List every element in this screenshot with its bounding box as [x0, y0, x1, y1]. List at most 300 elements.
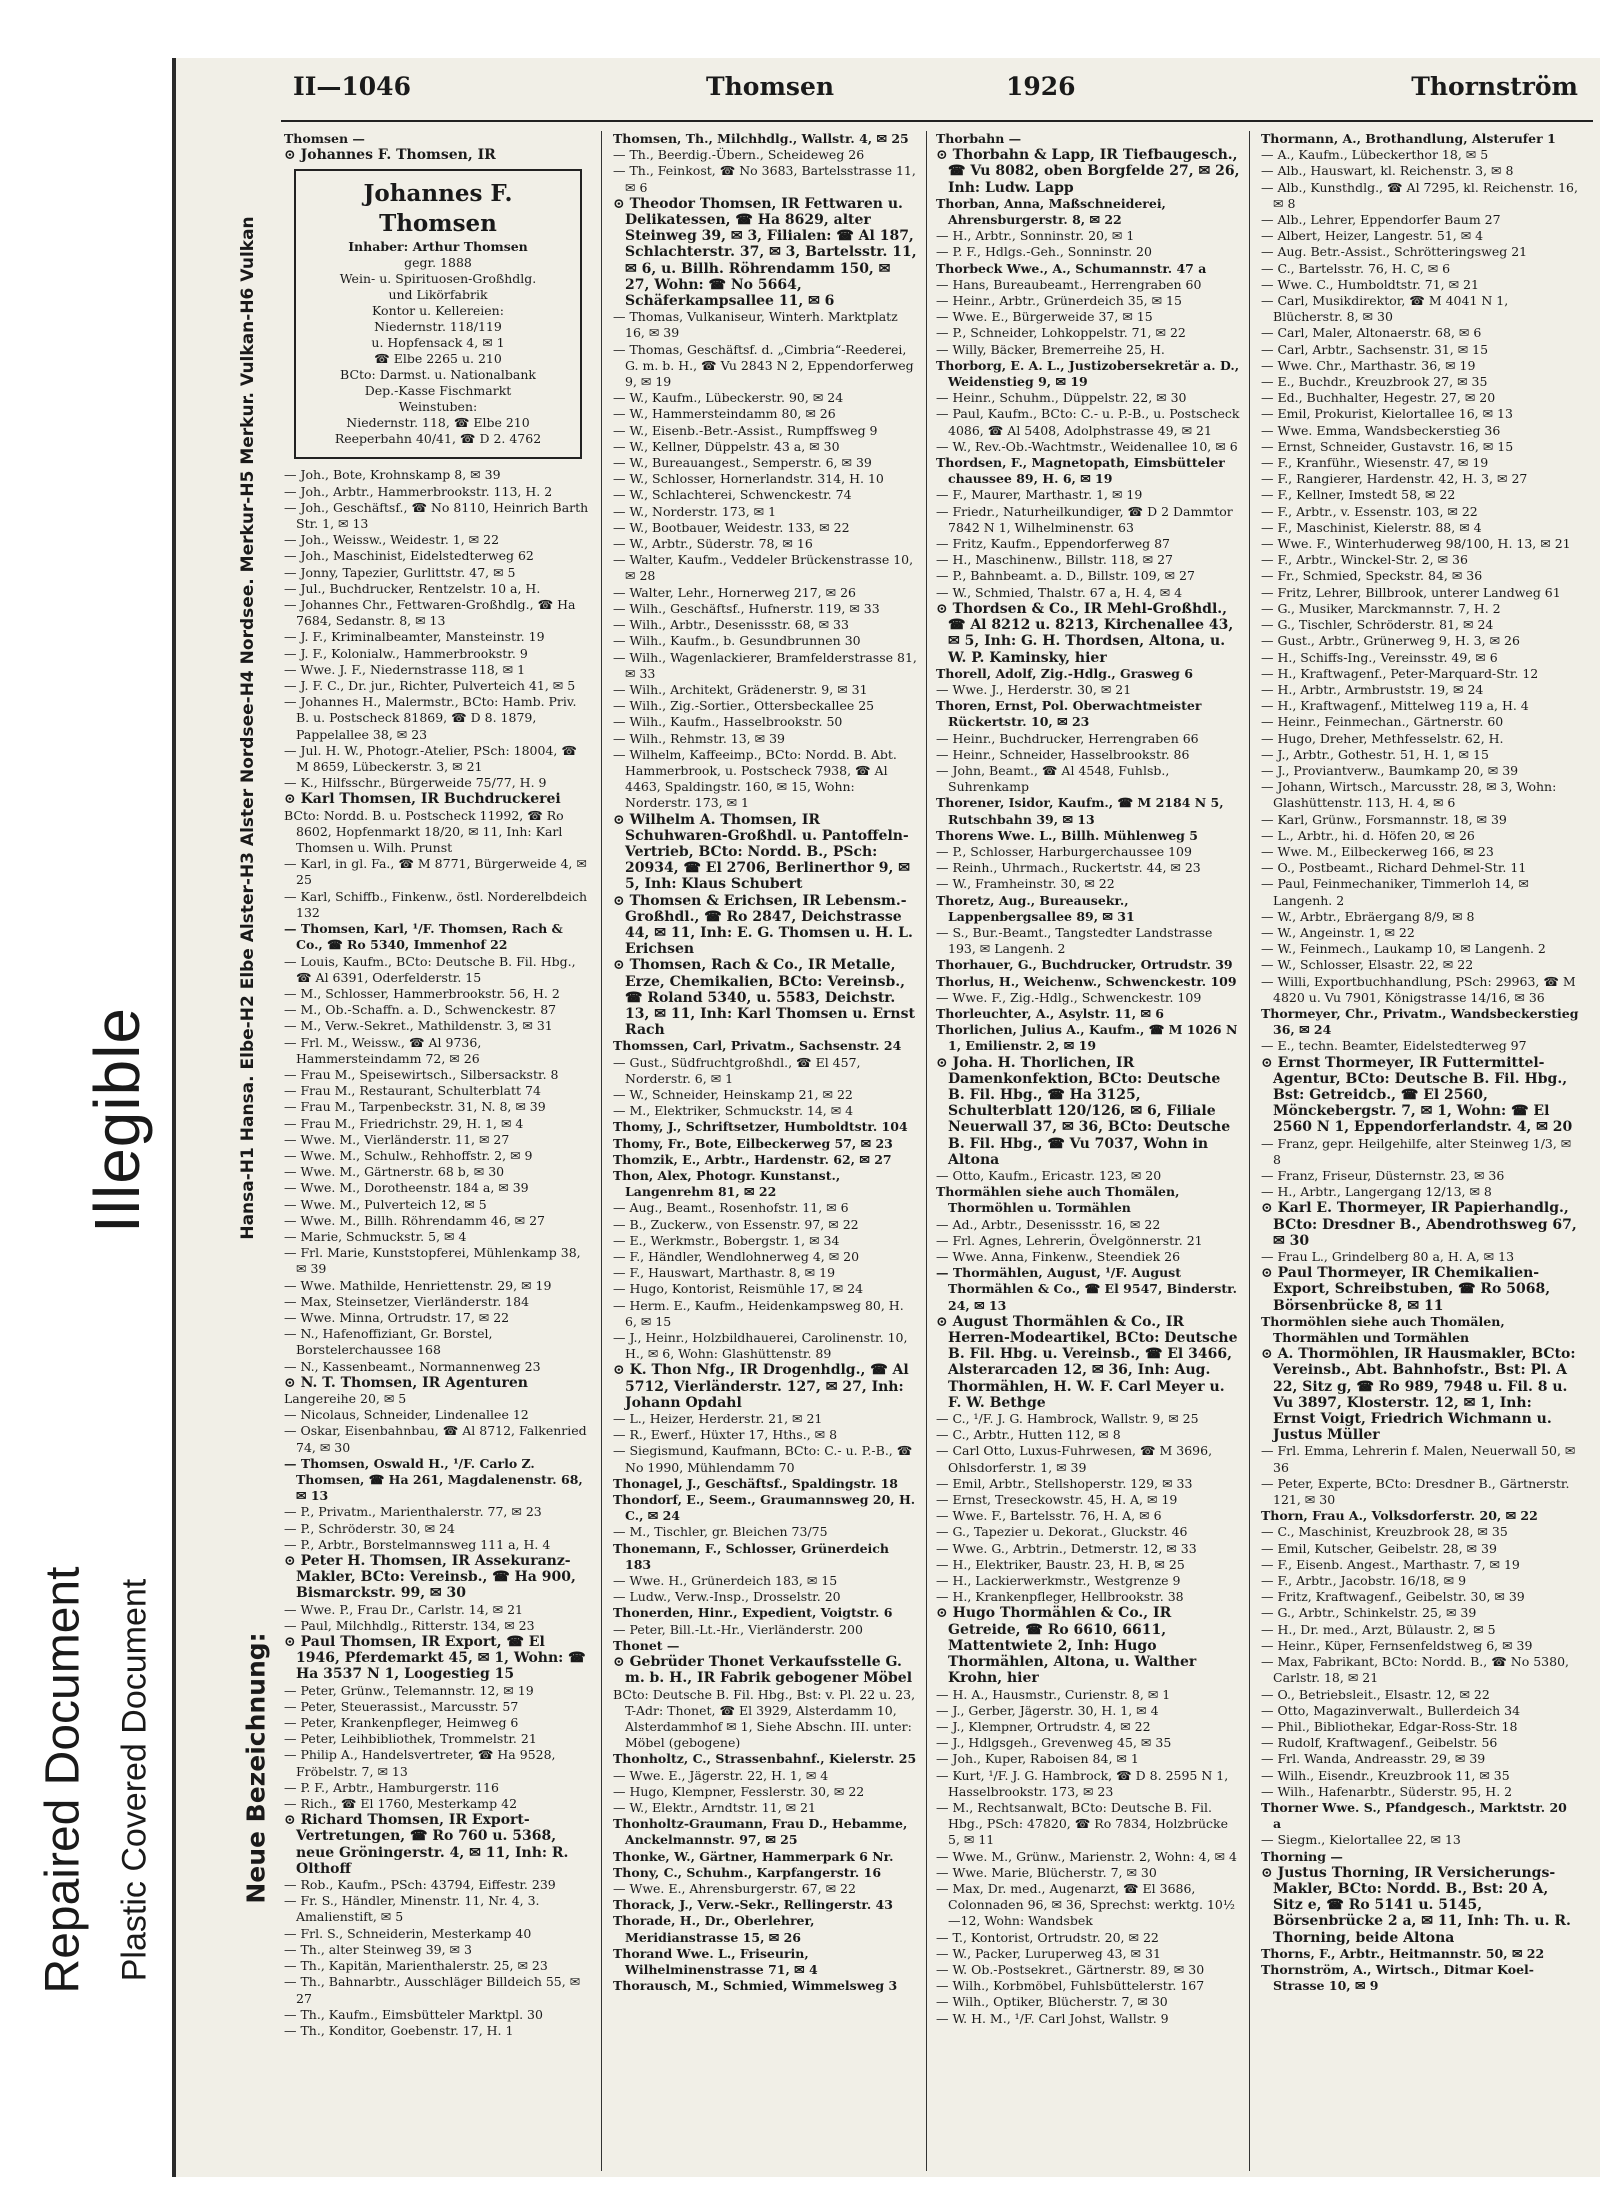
business-listing: ⊙ Thomsen, Rach & Co., IR Metalle, Erze, Chemikalien, BCto: Vereinsb., ☎ Roland 5340, u. 5583, Deichstr. 13, ✉ 11, Inh: Karl Thomsen u. Ernst Rach — [613, 957, 915, 1039]
directory-entry: — Wwe. Mathilde, Henriettenstr. 29, ✉ 19 — [284, 1277, 552, 1293]
directory-entry: — Rob., Kaufm., PSch: 43794, Eiffestr. 239 — [284, 1877, 556, 1893]
directory-entry: — Wwe. M., Dorotheenstr. 184 a, ✉ 39 — [284, 1180, 529, 1196]
directory-entry: Thordsen, F., Magnetopath, Eimsbütteler chaussee 89, H. 6, ✉ 19 — [936, 455, 1225, 487]
directory-entry: — F., Eisenb. Angest., Marthastr. 7, ✉ 19 — [1261, 1556, 1520, 1572]
directory-entry: — H., Arbtr., Armbruststr. 19, ✉ 24 — [1261, 681, 1484, 697]
directory-entry: Thomssen, Carl, Privatm., Sachsenstr. 24 — [613, 1038, 902, 1054]
directory-entry: Thomzik, E., Arbtr., Hardenstr. 62, ✉ 27 — [613, 1151, 892, 1167]
directory-entry: — Wwe. Emma, Wandsbeckerstieg 36 — [1261, 422, 1501, 438]
directory-entry: — Joh., Geschäftsf., ☎ No 8110, Heinrich Barth Str. 1, ✉ 13 — [284, 499, 589, 532]
directory-entry: — W., Schlosser, Hornerlandstr. 314, H. 10 — [613, 471, 884, 487]
directory-entry: — Joh., Kuper, Raboisen 84, ✉ 1 — [936, 1751, 1139, 1767]
directory-entry: — Karl, in gl. Fa., ☎ M 8771, Bürgerweide 4, ✉ 25 — [284, 856, 587, 888]
directory-entry: — Paul, Feinmechaniker, Timmerloh 14, ✉ Langenh. 2 — [1261, 876, 1529, 908]
directory-entry: — Thomas, Vulkaniseur, Winterh. Marktplatz 16, ✉ 39 — [613, 309, 898, 341]
directory-entry: — Wilh., Wagenlackierer, Bramfelderstrasse 81, ✉ 33 — [613, 649, 917, 681]
directory-entry: — W., Elektr., Arndtstr. 11, ✉ 21 — [613, 1799, 816, 1815]
business-listing: ⊙ Paul Thormeyer, IR Chemikalien-Export, Schreibstuben, ☎ Ro 5068, Börsenbrücke 8, ✉ 11 — [1261, 1265, 1551, 1314]
directory-entry: Thony, C., Schuhm., Karpfangerstr. 16 — [613, 1864, 882, 1880]
directory-entry: Thomsen, Th., Milchhdlg., Wallstr. 4, ✉ 25 — [613, 131, 909, 146]
directory-entry: — Ernst, Schneider, Gustavstr. 16, ✉ 15 — [1261, 438, 1514, 454]
ad-owner: Inhaber: Arthur Thomsen — [348, 239, 528, 255]
directory-entry: — Wilh., Kaufm., b. Gesundbrunnen 30 — [613, 633, 861, 649]
column-3 — [936, 131, 1241, 2171]
ad-founded: gegr. 1888 — [404, 255, 472, 271]
directory-entry: — M., Tischler, gr. Bleichen 73/75 — [613, 1524, 828, 1540]
directory-entry: Thorleuchter, A., Asylstr. 11, ✉ 6 — [936, 1005, 1164, 1021]
directory-entry: — Frau M., Tarpenbeckstr. 31, N. 8, ✉ 39 — [284, 1099, 546, 1115]
directory-entry: — W. Ob.-Postsekret., Gärtnerstr. 89, ✉ 30 — [936, 1961, 1205, 1977]
directory-entry: Thormöhlen siehe auch Thomälen, Thormählen und Tormählen — [1261, 1313, 1505, 1346]
header-year: 1926 — [1006, 72, 1076, 101]
directory-entry: — Emil, Kutscher, Geibelstr. 28, ✉ 39 — [1261, 1540, 1497, 1556]
directory-entry: — Wwe. Chr., Marthastr. 36, ✉ 19 — [1261, 357, 1476, 373]
directory-entry: — Philip A., Handelsvertreter, ☎ Ha 9528, Fröbelstr. 7, ✉ 13 — [284, 1747, 556, 1779]
directory-entry: — G., Tapezier u. Dekorat., Gluckstr. 46 — [936, 1524, 1188, 1540]
directory-entry: — N., Hafenoffiziant, Gr. Borstel, Borstelerchaussee 168 — [284, 1326, 493, 1358]
directory-entry: — Wwe. Anna, Finkenw., Steendiek 26 — [936, 1249, 1181, 1265]
business-listing: ⊙ Theodor Thomsen, IR Fettwaren u. Delikatessen, ☎ Ha 8629, alter Steinweg 39, ✉ 3, Filialen: ☎ Al 187, Schlachterstr. 37, ✉ 3, Bartelsstr. 11, ✉ 6, u. Billh. Röhrendamm 150, ✉ 27, Wohn: ☎ No 5664, Schäferkampsallee 11, ✉ 6 — [613, 195, 917, 310]
directory-entry: — Frl. Wanda, Andreasstr. 29, ✉ 39 — [1261, 1751, 1486, 1767]
directory-entry: Thonholtz, C., Strassenbahnf., Kielerstr. 25 — [613, 1751, 917, 1767]
directory-entry: Thorausch, M., Schmied, Wimmelsweg 3 — [613, 1978, 898, 1994]
ad-line: BCto: Darmst. u. Nationalbank — [340, 367, 536, 383]
directory-entry: — Wwe. Marie, Blücherstr. 7, ✉ 30 — [936, 1864, 1157, 1880]
plastic-stamp — [105, 1400, 165, 2160]
directory-entry: — Ad., Arbtr., Desenissstr. 16, ✉ 22 — [936, 1216, 1161, 1232]
business-listing: ⊙ Ernst Thormeyer, IR Futtermittel-Agentur, BCto: Deutsche B. Fil. Hbg., Bst: Getreidcb., ☎ El 2560, Mönckebergstr. 7, ✉ 1, Wohn: ☎ El 2560 N 1, Eppendorferlandstr. 4, ✉ 20 — [1261, 1054, 1573, 1136]
ad-line: und Likörfabrik — [388, 287, 488, 303]
directory-entry: — Wwe. C., Humboldtstr. 71, ✉ 21 — [1261, 276, 1479, 292]
directory-entry: — Wwe. M., Gärtnerstr. 68 b, ✉ 30 — [284, 1164, 505, 1180]
directory-entry: — H., Arbtr., Sonninstr. 20, ✉ 1 — [936, 228, 1135, 244]
directory-entry: — Frl. Emma, Lehrerin f. Malen, Neuerwall 50, ✉ 36 — [1261, 1443, 1576, 1475]
column-2 — [613, 131, 918, 2171]
directory-entry: — Heinr., Küper, Fernsenfeldstweg 6, ✉ 39 — [1261, 1637, 1533, 1653]
directory-entry: — K., Hilfsschr., Bürgerweide 75/77, H. 9 — [284, 775, 547, 791]
directory-entry: — P., Privatm., Marienthalerstr. 77, ✉ 23 — [284, 1504, 542, 1520]
directory-entry: — Rich., ☎ El 1760, Mesterkamp 42 — [284, 1796, 518, 1812]
directory-entry: — Heinr., Schneider, Hasselbrookstr. 86 — [936, 746, 1190, 762]
illegible-label: Illegible — [81, 1006, 153, 1234]
directory-entry: — Joh., Maschinist, Eidelstedterweg 62 — [284, 548, 534, 564]
directory-entry: — J., Proviantverw., Baumkamp 20, ✉ 39 — [1261, 762, 1519, 778]
directory-entry: — Wwe. H., Grünerdeich 183, ✉ 15 — [613, 1573, 838, 1589]
directory-entry: — Carl, Musikdirektor, ☎ M 4041 N 1, Blücherstr. 8, ✉ 30 — [1261, 293, 1509, 325]
directory-entry: — Th., Kapitän, Marienthalerstr. 25, ✉ 23 — [284, 1958, 548, 1974]
directory-entry: — Hugo, Kontorist, Reismühle 17, ✉ 24 — [613, 1281, 864, 1297]
directory-entry: — Oskar, Eisenbahnbau, ☎ Al 8712, Falkenried 74, ✉ 30 — [284, 1423, 587, 1455]
directory-entry: — W., Schmied, Thalstr. 67 a, H. 4, ✉ 4 — [936, 584, 1183, 600]
repaired-label: Repaired Document — [36, 1566, 90, 1994]
directory-page — [172, 58, 1600, 2177]
directory-entry: — Frl. S., Schneiderin, Mesterkamp 40 — [284, 1925, 532, 1941]
directory-entry: — Wilh., Optiker, Blücherstr. 7, ✉ 30 — [936, 1994, 1168, 2010]
directory-entry: — Wwe. Minna, Ortrudstr. 17, ✉ 22 — [284, 1309, 510, 1325]
directory-entry: — P., Schröderstr. 30, ✉ 24 — [284, 1520, 455, 1536]
directory-entry: — F., Rangierer, Hardenstr. 42, H. 3, ✉ 27 — [1261, 471, 1528, 487]
directory-entry: — G., Musiker, Marckmannstr. 7, H. 2 — [1261, 600, 1501, 616]
directory-entry: — Kurt, ¹/F. J. G. Hambrock, ☎ D 8. 2595 N 1, Hasselbrookstr. 173, ✉ 23 — [936, 1767, 1229, 1799]
directory-entry: Thoretz, Aug., Bureausekr., Lappenbergsallee 89, ✉ 31 — [936, 892, 1135, 924]
directory-entry: — Wilh., Hafenarbtr., Süderstr. 95, H. 2 — [1261, 1783, 1513, 1799]
directory-entry: Thorbahn — — [936, 131, 1022, 146]
directory-entry: — W., Bootbauer, Weidestr. 133, ✉ 22 — [613, 519, 850, 535]
directory-entry: Thorlus, H., Weichenw., Schwenckestr. 109 — [936, 973, 1237, 989]
directory-entry: — M., Ob.-Schaffn. a. D., Schwenckestr. 87 — [284, 1002, 557, 1018]
directory-entry: — Siegismund, Kaufmann, BCto: C.- u. P.-B., ☎ No 1990, Mühlendamm 70 — [613, 1443, 913, 1475]
column-4 — [1261, 131, 1579, 2171]
margin-note — [236, 1328, 276, 2208]
directory-entry: — Emil, Arbtr., Stellshoperstr. 129, ✉ 33 — [936, 1475, 1193, 1491]
directory-entry: Thormeyer, Chr., Privatm., Wandsbeckerstieg 36, ✉ 24 — [1261, 1005, 1579, 1038]
directory-entry: — W., Bureauangest., Semperstr. 6, ✉ 39 — [613, 455, 872, 471]
directory-entry: — Marie, Schmuckstr. 5, ✉ 4 — [284, 1228, 467, 1244]
directory-entry: — C., ¹/F. J. G. Hambrock, Wallstr. 9, ✉ 25 — [936, 1411, 1199, 1427]
directory-entry: Thorn, Frau A., Volksdorferstr. 20, ✉ 22 — [1261, 1508, 1538, 1524]
ad-line: ☎ Elbe 2265 u. 210 — [374, 351, 502, 367]
directory-entry: — Siegm., Kielortallee 22, ✉ 13 — [1261, 1832, 1461, 1848]
directory-entry: — Gust., Arbtr., Grünerweg 9, H. 3, ✉ 26 — [1261, 633, 1520, 649]
telephone-exchange-band — [222, 158, 274, 1298]
directory-entry: — G., Arbtr., Schinkelstr. 25, ✉ 39 — [1261, 1605, 1477, 1621]
directory-entry: — Thomsen, Oswald H., ¹/F. Carlo Z. Thomsen, ☎ Ha 261, Magdalenenstr. 68, ✉ 13 — [284, 1455, 583, 1504]
directory-entry: — Frl. M., Weissw., ☎ Al 9736, Hammersteindamm 72, ✉ 26 — [284, 1034, 482, 1066]
directory-entry: — P., Arbtr., Borstelmannsweg 111 a, H. 4 — [284, 1536, 551, 1552]
directory-entry: Thorell, Adolf, Zig.-Hdlg., Grasweg 6 — [936, 665, 1193, 681]
ad-lines — [304, 271, 572, 447]
directory-entry: — Heinr., Feinmechan., Gärtnerstr. 60 — [1261, 714, 1504, 730]
page-header — [281, 64, 1593, 114]
directory-entry: — Wilh., Kaufm., Hasselbrookstr. 50 — [613, 714, 843, 730]
directory-entry: — H., Arbtr., Langergang 12/13, ✉ 8 — [1261, 1184, 1492, 1200]
directory-entry: — E., Werkmstr., Bobergstr. 1, ✉ 34 — [613, 1232, 840, 1248]
directory-entry: — W., Eisenb.-Betr.-Assist., Rumpffsweg 9 — [613, 422, 878, 438]
directory-entry: — W., Rev.-Ob.-Wachtmstr., Weidenallee 10, ✉ 6 — [936, 438, 1238, 454]
ad-company-name: Johannes F. Thomsen — [363, 180, 513, 238]
directory-entry: — J. F. C., Dr. jur., Richter, Pulverteich 41, ✉ 5 — [284, 678, 576, 694]
directory-entry: — C., Bartelsstr. 76, H. C, ✉ 6 — [1261, 260, 1451, 276]
directory-entry: — Th., Beerdig.-Übern., Scheideweg 26 — [613, 147, 865, 163]
directory-entry: — B., Zuckerw., von Essenstr. 97, ✉ 22 — [613, 1216, 859, 1232]
directory-entry: — John, Beamt., ☎ Al 4548, Fuhlsb., Suhrenkamp — [936, 762, 1170, 795]
directory-entry: — H., Krankenpfleger, Hellbrookstr. 38 — [936, 1589, 1184, 1605]
directory-entry: — Wilh., Rehmstr. 13, ✉ 39 — [613, 730, 785, 746]
directory-entry: — Max, Steinsetzer, Vierländerstr. 184 — [284, 1293, 530, 1309]
directory-entry: — P., Bahnbeamt. a. D., Billstr. 109, ✉ 27 — [936, 568, 1195, 584]
directory-entry: — Fritz, Kraftwagenf., Geibelstr. 30, ✉ 39 — [1261, 1589, 1525, 1605]
directory-entry: — W., Arbtr., Süderstr. 78, ✉ 16 — [613, 536, 813, 552]
directory-entry: Thorade, H., Dr., Oberlehrer, Meridianstrasse 15, ✉ 26 — [613, 1913, 815, 1945]
directory-entry: — J., Heinr., Holzbildhauerei, Carolinenstr. 10, H., ✉ 6, Wohn: Glashüttenstr. 89 — [613, 1330, 908, 1362]
directory-entry: — G., Tischler, Schröderstr. 81, ✉ 24 — [1261, 617, 1494, 633]
directory-entry: Thorener, Isidor, Kaufm., ☎ M 2184 N 5, Rutschbahn 39, ✉ 13 — [936, 795, 1224, 827]
directory-entry: Thonet — — [613, 1637, 680, 1653]
directory-entry: — P. F., Arbtr., Hamburgerstr. 116 — [284, 1779, 499, 1795]
repaired-stamp — [18, 1400, 108, 2160]
directory-entry: — W., Schlachterei, Schwenckestr. 74 — [613, 487, 852, 503]
directory-entry: — F., Händler, Wendlohnerweg 4, ✉ 20 — [613, 1249, 860, 1265]
directory-entry: — Paul, Kaufm., BCto: C.- u. P.-B., u. Postscheck 4086, ☎ Al 5408, Adolphstrasse 49, ✉ 21 — [936, 406, 1240, 438]
directory-entry: Thorens Wwe. L., Billh. Mühlenweg 5 — [936, 827, 1198, 843]
directory-entry: — Rudolf, Kraftwagenf., Geibelstr. 56 — [1261, 1735, 1498, 1751]
directory-entry: — Peter, Leihbibliothek, Trommelstr. 21 — [284, 1731, 537, 1747]
directory-entry: — Wwe. M., Grünw., Marienstr. 2, Wohn: 4, ✉ 4 — [936, 1848, 1237, 1864]
directory-entry: — Heinr., Schuhm., Düppelstr. 22, ✉ 30 — [936, 390, 1187, 406]
directory-entry: — H., Lackierwerkmstr., Westgrenze 9 — [936, 1573, 1181, 1589]
exchange-band-text: Hansa-H1 Hansa. Elbe-H2 Elbe Alster-H3 Alster Nordsee-H4 Nordsee. Merkur-H5 Merkur. Vulkan-H6 Vulkan — [238, 216, 258, 1240]
directory-entry: — S., Bur.-Beamt., Tangstedter Landstrasse 193, ✉ Langenh. 2 — [936, 924, 1213, 957]
directory-entry: Langereihe 20, ✉ 5 — [284, 1390, 407, 1406]
directory-entry: — P., Schlosser, Harburgerchaussee 109 — [936, 843, 1192, 859]
business-listing: ⊙ Paul Thomsen, IR Export, ☎ El 1946, Pferdemarkt 45, ✉ 1, Wohn: ☎ Ha 3537 N 1, Loogestieg 15 — [284, 1634, 586, 1683]
business-listing: ⊙ Thordsen & Co., IR Mehl-Großhdl., ☎ Al 8212 u. 8213, Kirchenallee 43, ✉ 5, Inh: G. H. Thordsen, Altona, u. W. P. Kaminsky, hier — [936, 600, 1234, 666]
directory-entry: Thorand Wwe. L., Friseurin, Wilhelminenstrasse 71, ✉ 4 — [613, 1945, 818, 1977]
header-first-name: Thomsen — [706, 72, 835, 101]
directory-entry: — Frau M., Friedrichstr. 29, H. 1, ✉ 4 — [284, 1115, 524, 1131]
directory-entry: — Ludw., Verw.-Insp., Drosselstr. 20 — [613, 1589, 841, 1605]
directory-entry: — Fr. S., Händler, Minenstr. 11, Nr. 4, 3. Amalienstift, ✉ 5 — [284, 1893, 540, 1925]
directory-entry: — Franz, Friseur, Düsternstr. 23, ✉ 36 — [1261, 1168, 1505, 1183]
directory-entry: — Wilhelm, Kaffeeimp., BCto: Nordd. B. Abt. Hammerbrook, u. Postscheck 7938, ☎ Al 4463, Spaldingstr. 160, ✉ 15, Wohn: Norderstr. 173, ✉ 1 — [613, 746, 897, 811]
directory-entry: — Franz, gepr. Heilgehilfe, alter Steinweg 1/3, ✉ 8 — [1261, 1135, 1572, 1167]
business-listing: ⊙ Karl Thomsen, IR Buchdruckerei — [284, 791, 561, 808]
directory-entry: — T., Kontorist, Ortrudstr. 20, ✉ 22 — [936, 1929, 1159, 1945]
directory-entry: — Ernst, Treseckowstr. 45, H. A, ✉ 19 — [936, 1492, 1178, 1508]
directory-entry: — Karl, Grünw., Forsmannstr. 18, ✉ 39 — [1261, 811, 1507, 827]
directory-entry: — Wwe. P., Frau Dr., Carlstr. 14, ✉ 21 — [284, 1601, 524, 1617]
directory-entry: — Wwe. M., Billh. Röhrendamm 46, ✉ 27 — [284, 1212, 546, 1228]
directory-entry: — Fritz, Kaufm., Eppendorferweg 87 — [936, 536, 1170, 552]
directory-entry: — Wwe. M., Vierländerstr. 11, ✉ 27 — [284, 1131, 510, 1147]
directory-entry: — M., Rechtsanwalt, BCto: Deutsche B. Fil. Hbg., PSch: 47820, ☎ Ro 7834, Holzbrücke 5, ✉ 11 — [936, 1799, 1228, 1848]
directory-entry: — Wwe. E., Bürgerweide 37, ✉ 15 — [936, 309, 1153, 325]
directory-entry: — Wwe. F., Bartelsstr. 76, H. A, ✉ 6 — [936, 1508, 1162, 1524]
directory-entry: — R., Ewerf., Hüxter 17, Hths., ✉ 8 — [613, 1427, 838, 1443]
directory-entry: — F., Maurer, Marthastr. 1, ✉ 19 — [936, 487, 1143, 503]
directory-entry: — Wilh., Korbmöbel, Fuhlsbüttelerstr. 167 — [936, 1978, 1205, 1994]
margin-note-text: Neue Bezeichnung: — [241, 1632, 271, 1904]
ad-line: Niedernstr. 118/119 — [374, 319, 502, 335]
directory-entry: — Joh., Weissw., Weidestr. 1, ✉ 22 — [284, 532, 500, 548]
directory-entry: — Carl, Arbtr., Sachsenstr. 31, ✉ 15 — [1261, 341, 1489, 357]
directory-entry: — P., Schneider, Lohkoppelstr. 71, ✉ 22 — [936, 325, 1186, 341]
directory-entry: — Th., Feinkost, ☎ No 3683, Bartelsstrasse 11, ✉ 6 — [613, 163, 916, 195]
directory-entry: — Wilh., Architekt, Grädenerstr. 9, ✉ 31 — [613, 681, 868, 697]
directory-entry: — J. F., Kriminalbeamter, Mansteinstr. 19 — [284, 629, 545, 645]
directory-entry: — Frl. Agnes, Lehrerin, Övelgönnerstr. 21 — [936, 1232, 1203, 1248]
header-last-name: Thornström — [1411, 72, 1578, 101]
business-listing: ⊙ Thorbahn & Lapp, IR Tiefbaugesch., ☎ Vu 8082, oben Borgfelde 27, ✉ 26, Inh: Ludw. Lapp — [936, 147, 1240, 196]
directory-entry: Thorborg, E. A. L., Justizobersekretär a. D., Weidenstieg 9, ✉ 19 — [936, 357, 1240, 390]
directory-entry: — Joh., Bote, Krohnskamp 8, ✉ 39 — [284, 467, 501, 483]
directory-entry: — Alb., Lehrer, Eppendorfer Baum 27 — [1261, 212, 1501, 228]
directory-entry: — Heinr., Arbtr., Grünerdeich 35, ✉ 15 — [936, 293, 1182, 309]
directory-entry: — Wilh., Arbtr., Desenissstr. 68, ✉ 33 — [613, 617, 849, 633]
directory-entry: Thomsen — — [284, 131, 365, 146]
directory-entry: — Wwe. M., Pulverteich 12, ✉ 5 — [284, 1196, 487, 1212]
directory-entry: — Walter, Kaufm., Veddeler Brückenstrasse 10, ✉ 28 — [613, 552, 914, 584]
directory-entry: — J., Klempner, Ortrudstr. 4, ✉ 22 — [936, 1718, 1151, 1734]
business-listing: ⊙ August Thormählen & Co., IR Herren-Modeartikel, BCto: Deutsche B. Fil. Hbg. u. Vereinsb., ☎ El 3466, Alsterarcaden 12, ✉ 36, Inh: Aug. Thormählen, H. W. F. Carl Meyer u. F. W. Bethge — [936, 1313, 1238, 1411]
business-listing: ⊙ Wilhelm A. Thomsen, IR Schuhwaren-Großhdl. u. Pantoffeln-Vertrieb, BCto: Nordd. B., PSch: 20934, ☎ El 2706, Berlinerthor 9, ✉ 5, Inh: Klaus Schubert — [613, 811, 911, 893]
ad-line: Reeperbahn 40/41, ☎ D 2. 4762 — [334, 431, 542, 447]
directory-entry: — E., Buchdr., Kreuzbrook 27, ✉ 35 — [1261, 374, 1488, 390]
directory-entry: — Wwe. F., Zig.-Hdlg., Schwenckestr. 109 — [936, 989, 1202, 1005]
directory-entry: — H., Elektriker, Baustr. 23, H. B, ✉ 25 — [936, 1556, 1185, 1572]
business-listing: ⊙ Justus Thorning, IR Versicherungs-Makler, BCto: Nordd. B., Bst: 20 A, Sitz e, ☎ Ro 5141 u. 5145, Börsenbrücke 2 a, ✉ 11, Inh: Th. u. R. Thorning, beide Altona — [1261, 1864, 1571, 1946]
directory-entry: — Wwe. J. F., Niedernstrasse 118, ✉ 1 — [284, 661, 526, 677]
column-divider — [926, 131, 927, 2171]
directory-entry: — Alb., Hauswart, kl. Reichenstr. 3, ✉ 8 — [1261, 163, 1514, 179]
directory-entry: — O., Postbeamt., Richard Dehmel-Str. 11 — [1261, 860, 1527, 876]
directory-entry: — Walter, Lehr., Hornerweg 217, ✉ 26 — [613, 584, 856, 600]
directory-entry: — Wwe. E., Ahrensburgerstr. 67, ✉ 22 — [613, 1880, 856, 1896]
directory-entry: — J., Arbtr., Gothestr. 51, H. 1, ✉ 15 — [1261, 746, 1489, 762]
directory-entry: — Th., alter Steinweg 39, ✉ 3 — [284, 1941, 472, 1957]
directory-entry: Thorns, F., Arbtr., Heitmannstr. 50, ✉ 22 — [1261, 1945, 1545, 1961]
directory-entry: — O., Betriebsleit., Elsastr. 12, ✉ 22 — [1261, 1686, 1490, 1702]
directory-entry: — Max, Dr. med., Augenarzt, ☎ El 3686, Colonnaden 96, ✉ 36, Sprechst: werktg. 10½—12, Wohn: Wandsbek — [936, 1880, 1235, 1929]
ad-line: Kontor u. Kellereien: — [372, 303, 504, 319]
directory-entry: Thorhauer, G., Buchdrucker, Ortrudstr. 39 — [936, 957, 1233, 973]
directory-entry: — Thomas, Geschäftsf. d. „Cimbria“-Reederei, G. m. b. H., ☎ Vu 2843 N 2, Eppendorferweg 9, ✉ 19 — [613, 341, 914, 390]
directory-entry: — Aug. Betr.-Assist., Schrötteringsweg 21 — [1261, 244, 1528, 260]
directory-entry: — W., Schneider, Heinskamp 21, ✉ 22 — [613, 1086, 853, 1102]
directory-entry: — Thormählen, August, ¹/F. August Thormählen & Co., ☎ El 9547, Binderstr. 24, ✉ 13 — [936, 1265, 1237, 1313]
column-divider — [1249, 131, 1250, 2171]
directory-entry: — F., Arbtr., Winckel-Str. 2, ✉ 36 — [1261, 552, 1468, 568]
directory-entry: — Th., Konditor, Goebenstr. 17, H. 1 — [284, 2022, 514, 2038]
directory-entry: — E., techn. Beamter, Eidelstedterweg 97 — [1261, 1038, 1527, 1054]
directory-entry: — F., Maschinist, Kielerstr. 88, ✉ 4 — [1261, 519, 1482, 535]
directory-entry: — Carl, Maler, Altonaerstr. 68, ✉ 6 — [1261, 325, 1482, 341]
directory-entry: — Wwe. M., Eilbeckerweg 166, ✉ 23 — [1261, 843, 1494, 859]
directory-entry: — H., Kraftwagenf., Peter-Marquard-Str. 12 — [1261, 665, 1539, 681]
directory-entry: — W., Arbtr., Ebräergang 8/9, ✉ 8 — [1261, 908, 1475, 924]
directory-entry: — Peter, Steuerassist., Marcusstr. 57 — [284, 1698, 519, 1714]
directory-entry: BCto: Deutsche B. Fil. Hbg., Bst: v. Pl. 22 u. 23, T-Adr: Thonet, ☎ El 3929, Alsterdamm 10, Alsterdammhof ✉ 1, Siehe Abschn. III. unter: Möbel (gebogene) — [613, 1686, 916, 1751]
directory-entry: Thormählen siehe auch Thomälen, Thormöhlen u. Tormählen — [936, 1184, 1180, 1216]
directory-entry: — Johann, Wirtsch., Marcusstr. 28, ✉ 3, Wohn: Glashüttenstr. 113, H. 4, ✉ 6 — [1261, 779, 1557, 811]
directory-entry: — Th., Kaufm., Eimsbütteler Marktpl. 30 — [284, 2006, 543, 2022]
directory-entry: — Friedr., Naturheilkundiger, ☎ D 2 Dammtor 7842 N 1, Wilhelminenstr. 63 — [936, 503, 1233, 535]
directory-entry: Thorning — — [1261, 1848, 1343, 1864]
directory-entry: — Johannes Chr., Fettwaren-Großhdlg., ☎ Ha 7684, Sedanstr. 8, ✉ 13 — [284, 597, 576, 629]
business-listing: ⊙ Joha. H. Thorlichen, IR Damenkonfektion, BCto: Deutsche B. Fil. Hbg., ☎ Ha 3125, Schulterblatt 120/126, ✉ 6, Filiale Neuerwall 37, ✉ 36, BCto: Deutsche B. Fil. Hbg., ☎ Vu 7037, Wohn in Altona — [936, 1054, 1231, 1168]
directory-entry: — Phil., Bibliothekar, Edgar-Ross-Str. 18 — [1261, 1718, 1518, 1734]
directory-entry: — Emil, Prokurist, Kielortallee 16, ✉ 13 — [1261, 406, 1513, 422]
directory-entry: — F., Kranführ., Wiesenstr. 47, ✉ 19 — [1261, 455, 1489, 471]
directory-entry: — Joh., Arbtr., Hammerbrookstr. 113, H. 2 — [284, 483, 553, 499]
directory-entry: — Fr., Schmied, Speckstr. 84, ✉ 36 — [1261, 568, 1483, 584]
directory-entry: — Willi, Exportbuchhandlung, PSch: 29963, ☎ M 4820 u. Vu 7901, Königstrasse 14/16, ✉ 36 — [1261, 973, 1576, 1005]
business-listing: ⊙ Thomsen & Erichsen, IR Lebensm.-Großhdl., ☎ Ro 2847, Deichstrasse 44, ✉ 11, Inh: E. G. Thomsen u. H. L. Erichsen — [613, 892, 913, 958]
directory-entry: — Wwe. M., Schulw., Rehhoffstr. 2, ✉ 9 — [284, 1147, 533, 1163]
directory-entry: Thorlichen, Julius A., Kaufm., ☎ M 1026 N 1, Emilienstr. 2, ✉ 19 — [936, 1022, 1238, 1054]
directory-entry: Thonholtz-Graumann, Frau D., Hebamme, Anckelmannstr. 97, ✉ 25 — [613, 1816, 908, 1848]
directory-entry: — F., Arbtr., Jacobstr. 16/18, ✉ 9 — [1261, 1573, 1467, 1589]
directory-entry: Thonerden, Hinr., Expedient, Voigtstr. 6 — [613, 1605, 893, 1621]
directory-entry: Thomy, Fr., Bote, Eilbeckerweg 57, ✉ 23 — [613, 1135, 893, 1151]
directory-entry: — W., Packer, Luruperweg 43, ✉ 31 — [936, 1945, 1161, 1961]
directory-entry: — Peter, Grünw., Telemannstr. 12, ✉ 19 — [284, 1682, 534, 1698]
directory-entry: — H., Dr. med., Arzt, Bülaustr. 2, ✉ 5 — [1261, 1621, 1496, 1637]
directory-entry: — F., Kellner, Imstedt 58, ✉ 22 — [1261, 487, 1456, 503]
directory-entry: — Gust., Südfruchtgroßhdl., ☎ El 457, Norderstr. 6, ✉ 1 — [613, 1054, 861, 1086]
directory-entry: — W., Kaufm., Lübeckerstr. 90, ✉ 24 — [613, 390, 844, 406]
directory-entry: Thondorf, E., Seem., Graumannsweg 20, H. C., ✉ 24 — [613, 1492, 916, 1524]
directory-entry: — H., Kraftwagenf., Mittelweg 119 a, H. 4 — [1261, 698, 1529, 714]
directory-entry: — W., Framheinstr. 30, ✉ 22 — [936, 876, 1115, 892]
directory-entry: — Peter, Experte, BCto: Dresdner B., Gärtnerstr. 121, ✉ 30 — [1261, 1475, 1570, 1508]
directory-entry: — W. H. M., ¹/F. Carl Johst, Wallstr. 9 — [936, 2010, 1169, 2026]
directory-entry: — Th., Bahnarbtr., Ausschläger Billdeich 55, ✉ 27 — [284, 1974, 581, 2006]
business-listing: ⊙ A. Thormöhlen, IR Hausmakler, BCto: Vereinsb., Abt. Bahnhofstr., Bst: Pl. A 22, Sitz g, ☎ Ro 989, 7948 u. Fil. 8 u. Vu 3897, Klosterstr. 12, ✉ 1, Inh: Ernst Voigt, Friedrich Wichmann u. Justus Müller — [1261, 1346, 1576, 1444]
illegible-stamp — [62, 860, 172, 1380]
directory-entry: — W., Hammersteindamm 80, ✉ 26 — [613, 406, 836, 422]
ad-line: Niedernstr. 118, ☎ Elbe 210 — [346, 415, 530, 431]
directory-entry: — Herm. E., Kaufm., Heidenkampsweg 80, H. 6, ✉ 15 — [613, 1297, 904, 1329]
directory-entry: — Paul, Milchhdlg., Ritterstr. 134, ✉ 23 — [284, 1617, 535, 1633]
directory-entry: Thorack, J., Verw.-Sekr., Rellingerstr. 43 — [613, 1897, 893, 1913]
directory-entry: — F., Hauswart, Marthastr. 8, ✉ 19 — [613, 1265, 836, 1281]
directory-entry: — C., Maschinist, Kreuzbrook 28, ✉ 35 — [1261, 1524, 1508, 1540]
business-listing: ⊙ Peter H. Thomsen, IR Assekuranz-Makler, BCto: Vereinsb., ☎ Ha 900, Bismarckstr. 99, ✉ 30 — [284, 1553, 576, 1602]
directory-entry: — Wwe. G., Arbtrin., Detmerstr. 12, ✉ 33 — [936, 1540, 1197, 1556]
directory-entry: — M., Schlosser, Hammerbrookstr. 56, H. 2 — [284, 985, 560, 1001]
directory-entry: — W., Norderstr. 173, ✉ 1 — [613, 503, 777, 519]
directory-entry: — J., Gerber, Jägerstr. 30, H. 1, ✉ 4 — [936, 1702, 1159, 1718]
directory-entry: — Heinr., Buchdrucker, Herrengraben 66 — [936, 730, 1199, 746]
directory-entry: — H., Schiffs-Ing., Vereinsstr. 49, ✉ 6 — [1261, 649, 1498, 665]
directory-entry: Thorbeck Wwe., A., Schumannstr. 47 a — [936, 260, 1207, 276]
directory-entry: Thorner Wwe. S., Pfandgesch., Marktstr. 20 a — [1261, 1799, 1567, 1832]
directory-entry: — N., Kassenbeamt., Normannenweg 23 — [284, 1358, 541, 1374]
directory-entry: — Hugo, Klempner, Fesslerstr. 30, ✉ 22 — [613, 1783, 865, 1799]
advertisement-box — [294, 169, 582, 459]
directory-entry: — Reinh., Uhrmach., Ruckertstr. 44, ✉ 23 — [936, 860, 1201, 876]
directory-entry: Thornström, A., Wirtsch., Ditmar Koel-Strasse 10, ✉ 9 — [1261, 1961, 1534, 1994]
directory-entry: — H. A., Hausmstr., Curienstr. 8, ✉ 1 — [936, 1686, 1171, 1702]
directory-entry: Thormann, A., Brothandlung, Alsterufer 1 — [1261, 131, 1556, 146]
directory-entry: — Otto, Kaufm., Ericastr. 123, ✉ 20 — [936, 1168, 1162, 1183]
directory-entry: — Carl Otto, Luxus-Fuhrwesen, ☎ M 3696, Ohlsdorferstr. 1, ✉ 39 — [936, 1443, 1213, 1475]
directory-entry: — Nicolaus, Schneider, Lindenallee 12 — [284, 1407, 529, 1423]
directory-entry: — Frau M., Speisewirtsch., Silbersackstr. 8 — [284, 1066, 559, 1082]
directory-entry: — Max, Fabrikant, BCto: Nordd. B., ☎ No 5380, Carlstr. 18, ✉ 21 — [1261, 1654, 1569, 1686]
directory-entry: — Ed., Buchhalter, Hegestr. 27, ✉ 20 — [1261, 390, 1496, 406]
ad-line: Weinstuben: — [398, 399, 478, 415]
directory-entry: Thonemann, F., Schlosser, Grünerdeich 183 — [613, 1540, 889, 1572]
directory-entry: — P. F., Hdlgs.-Geh., Sonninstr. 20 — [936, 244, 1152, 260]
directory-entry: Thon, Alex, Photogr. Kunstanst., Langenrehm 81, ✉ 22 — [613, 1168, 841, 1200]
directory-entry: — Wwe. J., Herderstr. 30, ✉ 21 — [936, 681, 1132, 697]
directory-entry: — Jul., Buchdrucker, Rentzelstr. 10 a, H. — [284, 580, 541, 596]
directory-entry: — A., Kaufm., Lübeckerthor 18, ✉ 5 — [1261, 147, 1489, 163]
directory-entry: Thomy, J., Schriftsetzer, Humboldtstr. 104 — [613, 1119, 908, 1135]
directory-entry: — Karl, Schiffb., Finkenw., östl. Norderelbdeich 132 — [284, 888, 588, 920]
directory-entry: — C., Arbtr., Hutten 112, ✉ 8 — [936, 1427, 1121, 1443]
directory-entry: — F., Arbtr., v. Essenstr. 103, ✉ 22 — [1261, 503, 1478, 519]
business-listing: ⊙ N. T. Thomsen, IR Agenturen — [284, 1374, 528, 1391]
column-1 — [284, 131, 592, 2171]
directory-entry: — Wilh., Eisendr., Kreuzbrook 11, ✉ 35 — [1261, 1767, 1510, 1783]
ad-line: u. Hopfensack 4, ✉ 1 — [371, 335, 505, 351]
business-listing: ⊙ K. Thon Nfg., IR Drogenhdlg., ☎ Al 5712, Vierländerstr. 127, ✉ 27, Inh: Johann Opdahl — [613, 1362, 909, 1411]
directory-entry: Thoren, Ernst, Pol. Oberwachtmeister Rückertstr. 10, ✉ 23 — [936, 698, 1202, 730]
directory-entry: — Hugo, Dreher, Methfesselstr. 62, H. — [1261, 730, 1504, 746]
